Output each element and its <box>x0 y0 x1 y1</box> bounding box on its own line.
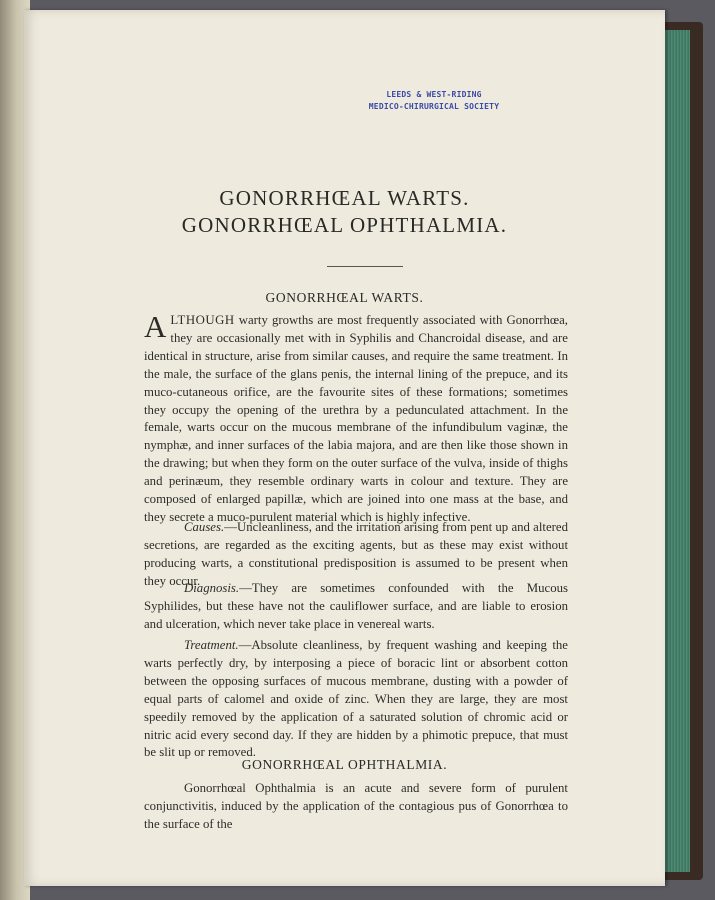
intro-text: warty growths are most frequently associated with Gonorrhœa, they are occasionally met with in Syphilis and Chancroidal disease, and are identical in structure, arise from similar causes, and require the same treatment. In the male, the surface of the glans penis, the internal lining of the prepuce, and its muco-cutaneous orifice, are the favourite sites of these formations; sometimes they occupy the opening of the urethra by a pedunculated attachment. In the female, warts occur on the mucous membrane of the infundibulum vaginæ, the nymphæ, and inner surfaces of the labia majora, and are then like those shown in the drawing; but when they form on the outer surface of the vulva, inside of thighs and perinæum, they resemble ordinary warts in colour and texture. They are composed of enlarged papillæ, which are joined into one mass at the base, and they secrete a muco-purulent material which is highly infective. <box>144 313 568 524</box>
intro-smallcaps: LTHOUGH <box>170 313 235 327</box>
stamp-line-2: MEDICO-CHIRURGICAL SOCIETY <box>368 102 500 111</box>
causes-label: Causes. <box>184 520 225 534</box>
section-heading-ophthalmia: GONORRHŒAL OPHTHALMIA. <box>241 757 448 772</box>
drop-cap: A <box>144 309 167 344</box>
section-heading-warts: GONORRHŒAL WARTS. <box>265 290 424 305</box>
paragraph-intro <box>144 309 568 527</box>
paragraph-ophthalmia: Gonorrhœal Ophthalmia is an acute and severe form of purulent conjunctivitis, induced by the application of the contagious pus of Gonorrhœa to the surface of the <box>144 781 568 831</box>
treatment-text: —Absolute cleanliness, by frequent washing and keeping the warts perfectly dry, by interposing a piece of boracic lint or absorbent cotton between the opposing surfaces of mucous membrane, dusting with a powder of equal parts of calomel and oxide of zinc. When they are large, they are most speedily removed by the application of a saturated solution of chromic acid or nitric acid every second day. If they are hidden by a phimotic prepuce, that must be slit up or removed. <box>144 638 568 760</box>
paragraph-diagnosis <box>144 580 568 634</box>
diagnosis-label: Diagnosis. <box>184 581 240 595</box>
causes-text: —Uncleanliness, and the irritation arising from pent up and altered secretions, are regarded as the exciting agents, but as these may exist without producing warts, a constitutional predisposition is assumed to be present when they occur. <box>144 520 568 588</box>
treatment-label: Treatment. <box>184 638 239 652</box>
page-title-line-1: GONORRHŒAL WARTS. <box>219 186 470 210</box>
paragraph-treatment <box>144 637 568 762</box>
document-page <box>24 10 665 886</box>
title-divider <box>327 266 403 267</box>
page-edges <box>662 30 690 872</box>
library-stamp <box>354 89 514 113</box>
page-title-line-2: GONORRHŒAL OPHTHALMIA. <box>181 213 508 237</box>
stamp-line-1: LEEDS & WEST-RIDING <box>386 90 482 99</box>
diagnosis-text: —They are sometimes confounded with the Mucous Syphilides, but these have not the cauliflower surface, and are liable to erosion and ulceration, which never take place in venereal warts. <box>144 581 568 631</box>
